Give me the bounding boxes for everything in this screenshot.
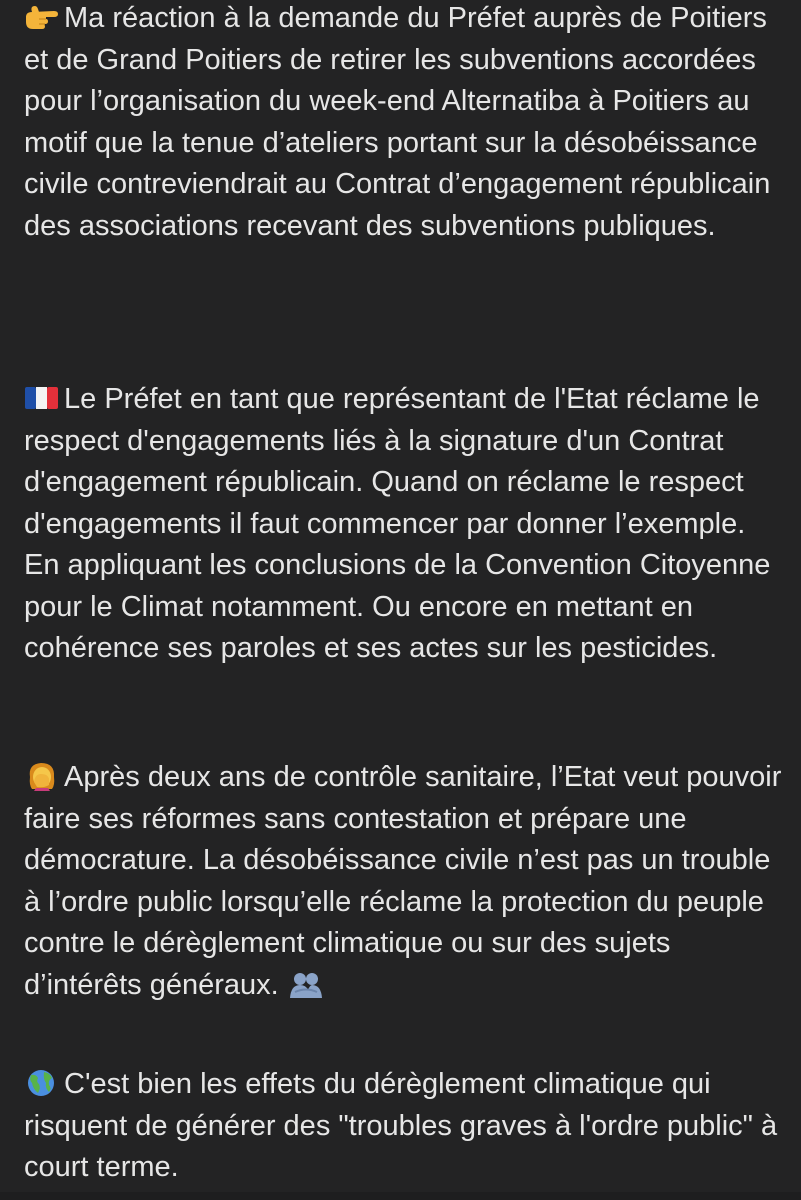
paragraph-3-text: Après deux ans de contrôle sanitaire, l’Etat veut pouvoir faire ses réformes sans contestation et prépare une démocrature. La désobéissance civile n’est pas un trouble à l’ordre public lorsqu’elle réclame la protection du peuple contre le dérèglement climatique ou sur des sujets d’intérêts généraux. <box>24 761 782 1001</box>
paragraph-2 <box>24 379 783 670</box>
paragraph-4 <box>24 1064 783 1189</box>
paragraph-2-text: Le Préfet en tant que représentant de l'Etat réclame le respect d'engagements liés à la signature d'un Contrat d'engagement républicain. Quand on réclame le respect d'engagements il faut commencer par donner l’exemple. En appliquant les conclusions de la Convention Citoyenne pour le Climat notamment. Ou encore en mettant en cohérence ses paroles et ses actes sur les pesticides. <box>24 383 771 664</box>
paragraph-4-text: C'est bien les effets du dérèglement climatique qui risquent de générer des "troubles graves à l'ordre public" à court terme. <box>24 1068 778 1183</box>
hugging-people-icon <box>289 970 323 1000</box>
france-flag-icon <box>24 383 60 413</box>
paragraph-3 <box>24 757 783 1006</box>
facepalm-icon <box>24 761 60 791</box>
bottom-edge <box>0 1192 801 1200</box>
globe-icon <box>24 1068 60 1098</box>
pointing-hand-icon <box>24 2 60 32</box>
paragraph-1-text: Ma réaction à la demande du Préfet auprès de Poitiers et de Grand Poitiers de retirer les subventions accordées pour l’organisation du week-end Alternatiba à Poitiers au motif que la tenue d’ateliers portant sur la désobéissance civile contreviendrait au Contrat d’engagement républicain des associations recevant des subventions publiques. <box>24 2 771 242</box>
paragraph-1 <box>24 0 783 247</box>
